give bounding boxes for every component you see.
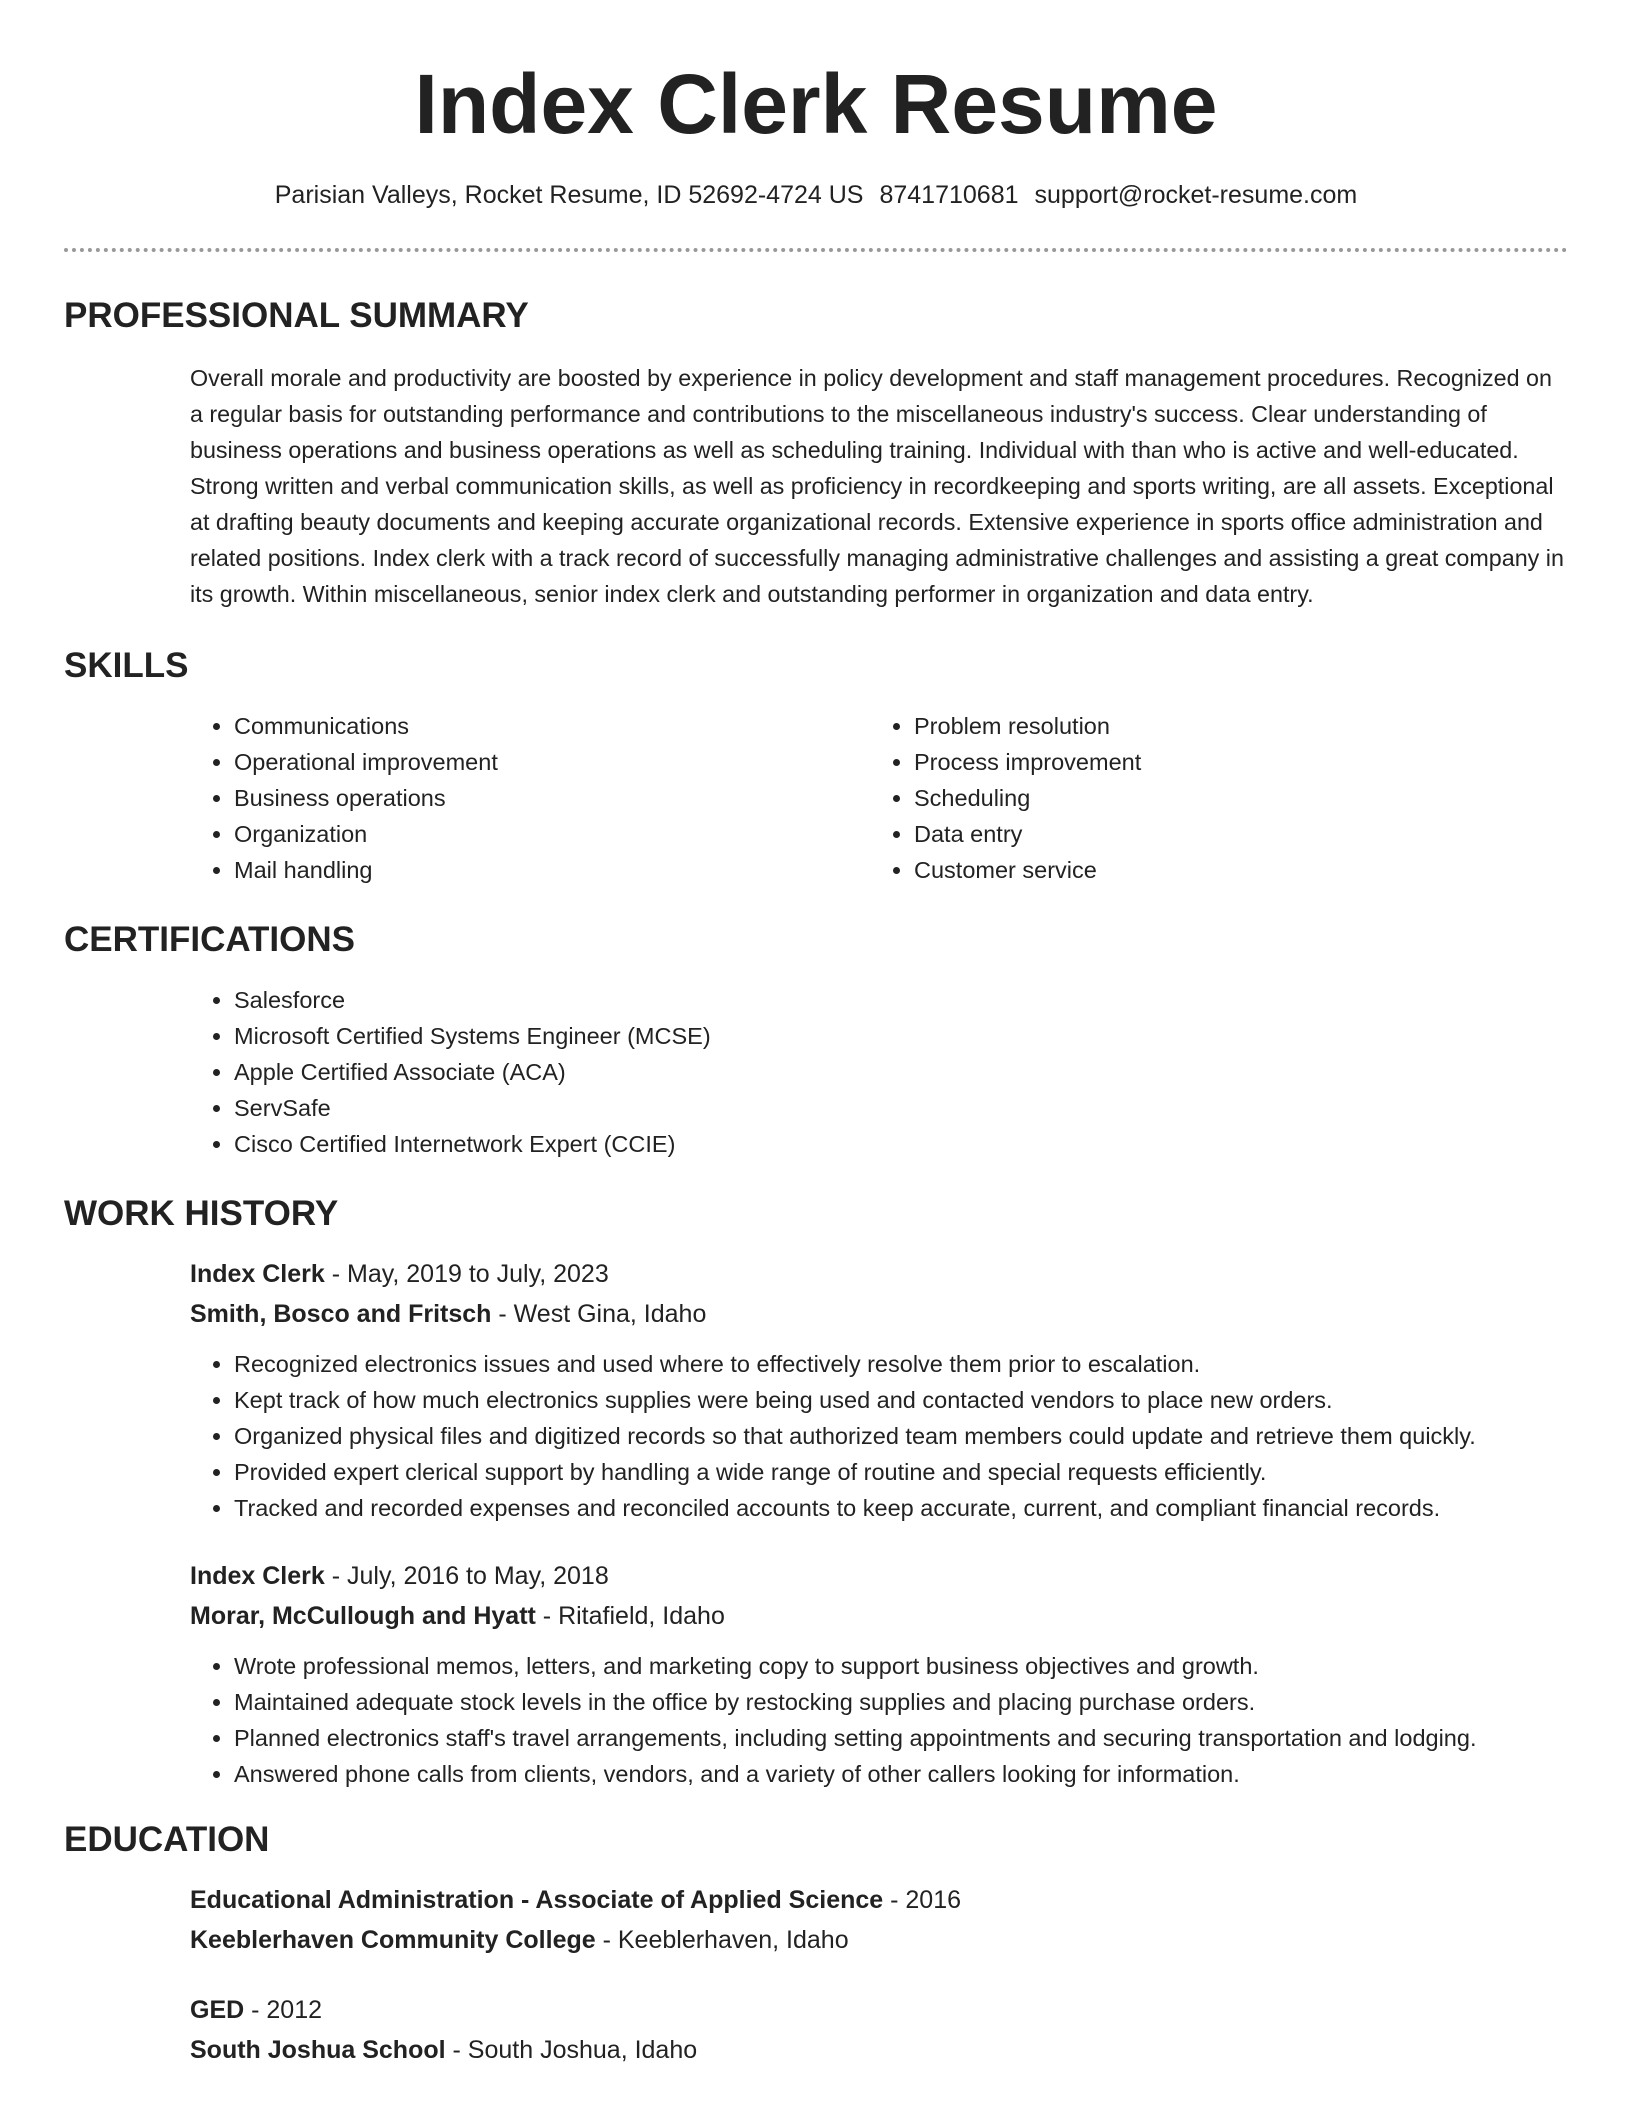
certification-item: • Salesforce xyxy=(234,982,1568,1018)
job-company: Morar, McCullough and Hyatt xyxy=(190,1602,536,1630)
job-title-line xyxy=(190,1556,1568,1596)
education-location: - South Joshua, Idaho xyxy=(445,2036,698,2064)
contact-phone: 8741710681 xyxy=(879,181,1019,209)
job-company-line xyxy=(190,1294,1568,1334)
skills-heading: SKILLS xyxy=(64,646,189,685)
education-heading: EDUCATION xyxy=(64,1820,270,1859)
job-entry xyxy=(190,1254,1568,1526)
education-year: - 2012 xyxy=(244,1996,323,2024)
job-title-line xyxy=(190,1254,1568,1294)
job-dates: - July, 2016 to May, 2018 xyxy=(324,1562,609,1590)
education-school-line xyxy=(190,2030,1568,2070)
skills-column-left xyxy=(190,708,870,888)
contact-line xyxy=(64,178,1568,212)
contact-address: Parisian Valleys, Rocket Resume, ID 52692-4724 US xyxy=(274,181,864,209)
resume-title: Index Clerk Resume xyxy=(414,57,1218,151)
education-degree-line xyxy=(190,1990,1568,2030)
skill-item: • Business operations xyxy=(234,780,870,816)
education-section xyxy=(64,1818,1568,2070)
skill-item: • Scheduling xyxy=(914,780,1550,816)
job-bullet: • Answered phone calls from clients, vendors, and a variety of other callers looking for information. xyxy=(234,1756,1568,1792)
job-bullets xyxy=(190,1346,1568,1526)
skill-item: • Process improvement xyxy=(914,744,1550,780)
summary-section xyxy=(64,294,1568,612)
education-entry xyxy=(190,1990,1568,2070)
job-bullets xyxy=(190,1648,1568,1792)
education-school: Keeblerhaven Community College xyxy=(190,1926,596,1954)
education-school-line xyxy=(190,1920,1568,1960)
job-dates: - May, 2019 to July, 2023 xyxy=(324,1260,609,1288)
work-history-section xyxy=(64,1192,1568,1792)
skill-item: • Problem resolution xyxy=(914,708,1550,744)
work-history-heading: WORK HISTORY xyxy=(64,1194,339,1233)
certifications-list xyxy=(190,982,1568,1162)
education-degree: Educational Administration - Associate of Applied Science xyxy=(190,1886,884,1914)
skill-item: • Data entry xyxy=(914,816,1550,852)
skill-item: • Organization xyxy=(234,816,870,852)
education-degree-line xyxy=(190,1880,1568,1920)
certification-item: • Cisco Certified Internetwork Expert (CCIE) xyxy=(234,1126,1568,1162)
header-divider xyxy=(64,248,1568,252)
summary-heading: PROFESSIONAL SUMMARY xyxy=(64,296,529,335)
job-bullet: • Tracked and recorded expenses and reconciled accounts to keep accurate, current, and compliant financial records. xyxy=(234,1490,1568,1526)
skills-column-right xyxy=(870,708,1550,888)
education-location: - Keeblerhaven, Idaho xyxy=(595,1926,849,1954)
job-bullet: • Recognized electronics issues and used where to effectively resolve them prior to escalation. xyxy=(234,1346,1568,1382)
summary-text: Overall morale and productivity are boosted by experience in policy development and staff management procedures. Recognized on a regular basis for outstanding performance and contributions to the miscellaneous industry's success. Clear understanding of business operations and business operations as well as scheduling training. Individual with than who is active and well-educated. Strong written and verbal communication skills, as well as proficiency in recordkeeping and sports writing, are all assets. Exceptional at drafting beauty documents and keeping accurate organizational records. Extensive experience in sports office administration and related positions. Index clerk with a track record of successfully managing administrative challenges and assisting a great company in its growth. Within miscellaneous, senior index clerk and outstanding performer in organization and data entry. xyxy=(190,365,1564,607)
skill-item: • Customer service xyxy=(914,852,1550,888)
job-bullet: • Provided expert clerical support by handling a wide range of routine and special requests efficiently. xyxy=(234,1454,1568,1490)
job-location: - Ritafield, Idaho xyxy=(535,1602,725,1630)
skill-item: • Communications xyxy=(234,708,870,744)
contact-email: support@rocket-resume.com xyxy=(1034,181,1358,209)
certification-item: • ServSafe xyxy=(234,1090,1568,1126)
job-company: Smith, Bosco and Fritsch xyxy=(190,1300,492,1328)
education-entry xyxy=(190,1880,1568,1960)
education-degree: GED xyxy=(190,1996,245,2024)
job-location: - West Gina, Idaho xyxy=(491,1300,707,1328)
skills-section xyxy=(64,644,1568,888)
certification-item: • Apple Certified Associate (ACA) xyxy=(234,1054,1568,1090)
skills-grid xyxy=(190,708,1568,888)
job-entry xyxy=(190,1556,1568,1792)
skill-item: • Operational improvement xyxy=(234,744,870,780)
job-bullet: • Wrote professional memos, letters, and marketing copy to support business objectives and growth. xyxy=(234,1648,1568,1684)
skill-item: • Mail handling xyxy=(234,852,870,888)
education-school: South Joshua School xyxy=(190,2036,446,2064)
job-title: Index Clerk xyxy=(190,1562,325,1590)
job-company-line xyxy=(190,1596,1568,1636)
job-bullet: • Planned electronics staff's travel arrangements, including setting appointments and securing transportation and lodging. xyxy=(234,1720,1568,1756)
education-year: - 2016 xyxy=(883,1886,962,1914)
job-bullet: • Maintained adequate stock levels in the office by restocking supplies and placing purchase orders. xyxy=(234,1684,1568,1720)
resume-page xyxy=(64,0,1568,2070)
job-title: Index Clerk xyxy=(190,1260,325,1288)
certifications-heading: CERTIFICATIONS xyxy=(64,920,356,959)
certification-item: • Microsoft Certified Systems Engineer (MCSE) xyxy=(234,1018,1568,1054)
job-bullet: • Organized physical files and digitized records so that authorized team members could update and retrieve them quickly. xyxy=(234,1418,1568,1454)
certifications-section xyxy=(64,918,1568,1162)
job-bullet: • Kept track of how much electronics supplies were being used and contacted vendors to place new orders. xyxy=(234,1382,1568,1418)
